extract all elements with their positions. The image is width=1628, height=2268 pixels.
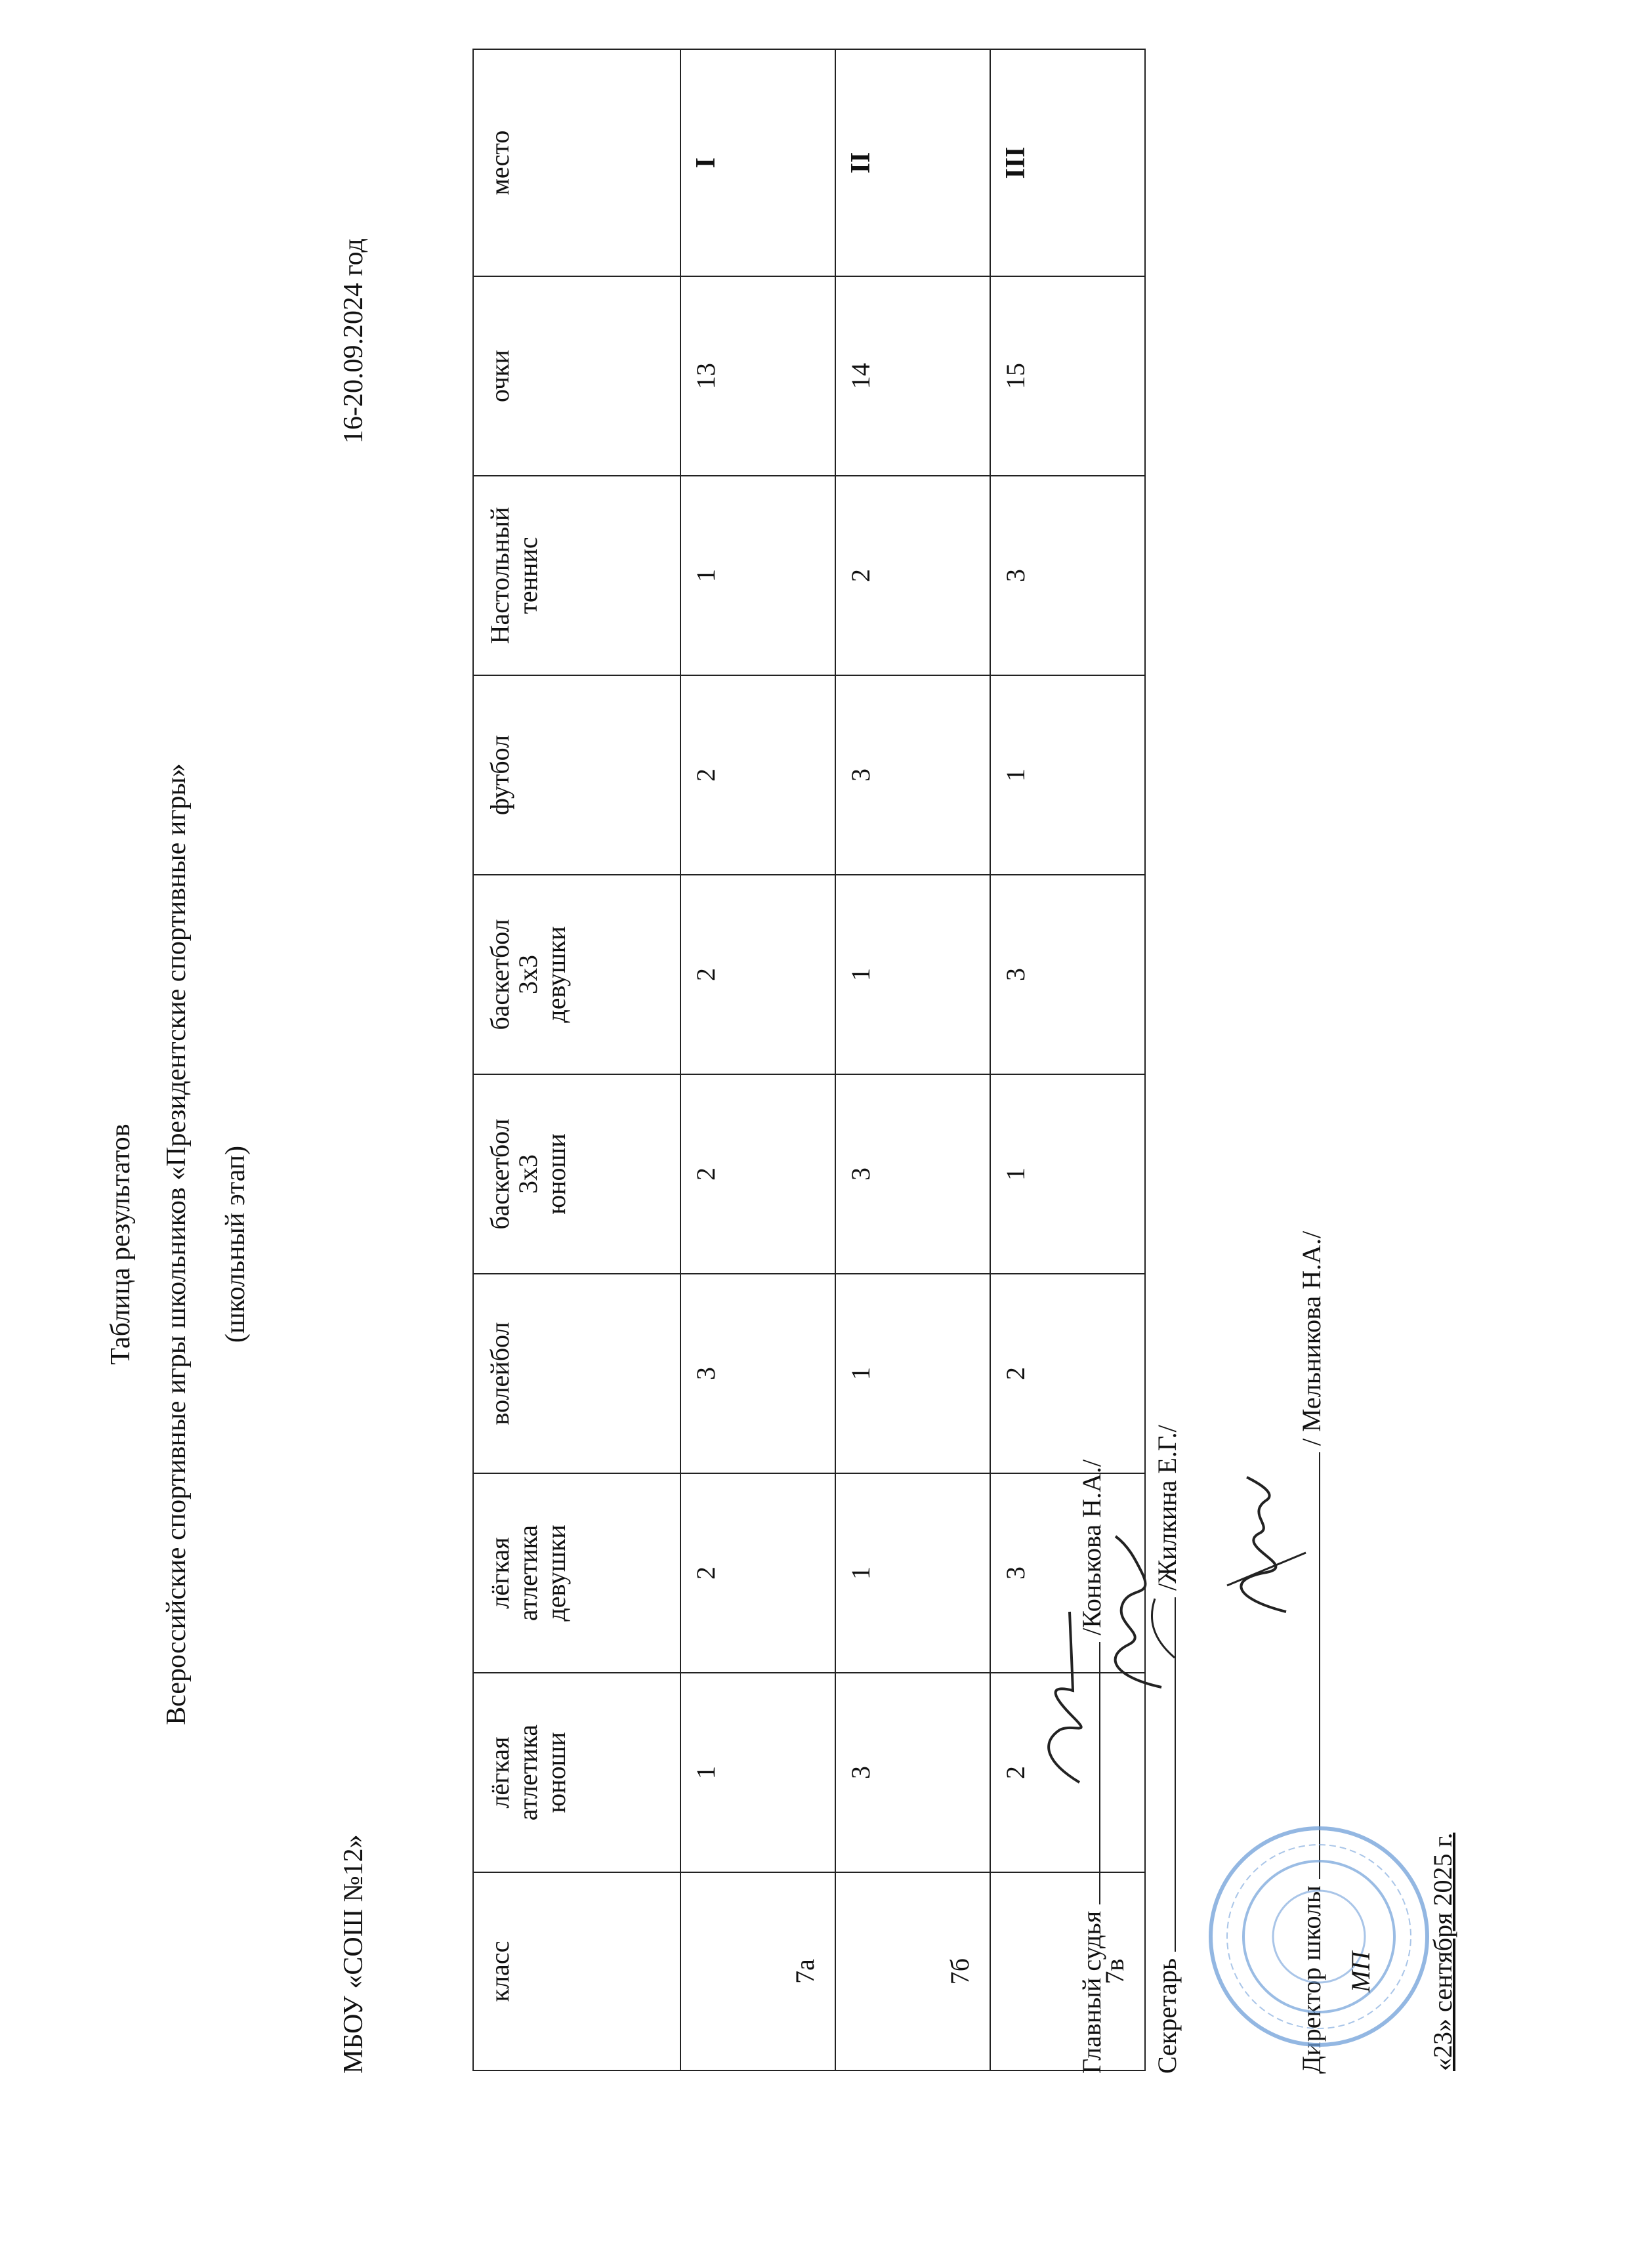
score-cell: 3	[835, 675, 990, 875]
score-cell: 3	[990, 476, 1145, 675]
secretary-line	[1148, 1425, 1182, 2074]
score-cell: 3	[835, 1673, 990, 1872]
points-cell: 13	[680, 276, 835, 476]
director-signature	[1207, 1474, 1312, 1625]
points-cell: 14	[835, 276, 990, 476]
class-cell: 7а	[680, 1872, 835, 2070]
score-cell: 1	[680, 476, 835, 675]
place-cell: III	[990, 49, 1145, 276]
column-header: место	[473, 49, 680, 276]
score-cell: 2	[680, 875, 835, 1074]
column-header: Настольный теннис	[473, 476, 680, 675]
score-cell: 2	[990, 1274, 1145, 1473]
school-name: МБОУ «СОШ №12»	[339, 1834, 369, 2074]
score-cell: 2	[680, 1074, 835, 1274]
score-cell: 1	[680, 1673, 835, 1872]
column-header: очки	[473, 276, 680, 476]
judge-label: Главный судья	[1077, 1910, 1106, 2074]
table-row	[835, 49, 990, 2070]
signed-date: «23» сентября 2025 г.	[1428, 1832, 1457, 2071]
school-stamp	[1204, 1822, 1434, 2051]
place-cell: II	[835, 49, 990, 276]
score-cell: 2	[835, 476, 990, 675]
score-cell: 3	[835, 1074, 990, 1274]
judge-name: /Конькова Н.А./	[1077, 1460, 1106, 1635]
score-cell: 2	[680, 1473, 835, 1673]
event-dates: 16-20.09.2024 год	[339, 238, 369, 444]
score-cell: 1	[835, 875, 990, 1074]
class-cell: 7б	[835, 1872, 990, 2070]
table-row	[680, 49, 835, 2070]
score-cell: 3	[680, 1274, 835, 1473]
place-cell: I	[680, 49, 835, 276]
document-subtitle: Всероссийские спортивные игры школьников «Президентские спортивные игры»	[161, 763, 192, 1725]
score-cell: 2	[680, 675, 835, 875]
header-row	[473, 49, 680, 2070]
points-cell: 15	[990, 276, 1145, 476]
stage-label: (школьный этап)	[220, 1145, 251, 1343]
column-header: футбол	[473, 675, 680, 875]
column-header: баскетбол 3х3 девушки	[473, 875, 680, 1074]
score-cell: 1	[990, 1074, 1145, 1274]
director-name: / Мельникова Н.А./	[1297, 1230, 1326, 1446]
secretary-signature	[1089, 1533, 1181, 1697]
column-header: лёгкая атлетика юноши	[473, 1673, 680, 1872]
column-header: баскетбол 3х3 юноши	[473, 1074, 680, 1274]
score-cell: 1	[990, 675, 1145, 875]
score-cell: 1	[835, 1274, 990, 1473]
column-header: лёгкая атлетика девушки	[473, 1473, 680, 1673]
secretary-label: Секретарь	[1152, 1958, 1182, 2074]
director-label: Директор школы	[1297, 1885, 1326, 2074]
score-cell: 3	[990, 1473, 1145, 1673]
document-title: Таблица результатов	[106, 1124, 136, 1365]
score-cell: 1	[835, 1473, 990, 1673]
stamp-label: МП	[1346, 1951, 1375, 1992]
score-cell: 3	[990, 875, 1145, 1074]
column-header: волейбол	[473, 1274, 680, 1473]
secretary-name: /Жилкина Е.Г./	[1152, 1425, 1182, 1591]
column-header: класс	[473, 1872, 680, 2070]
class-cell: 7в	[990, 1872, 1145, 2070]
score-cell: 2	[990, 1673, 1145, 1872]
